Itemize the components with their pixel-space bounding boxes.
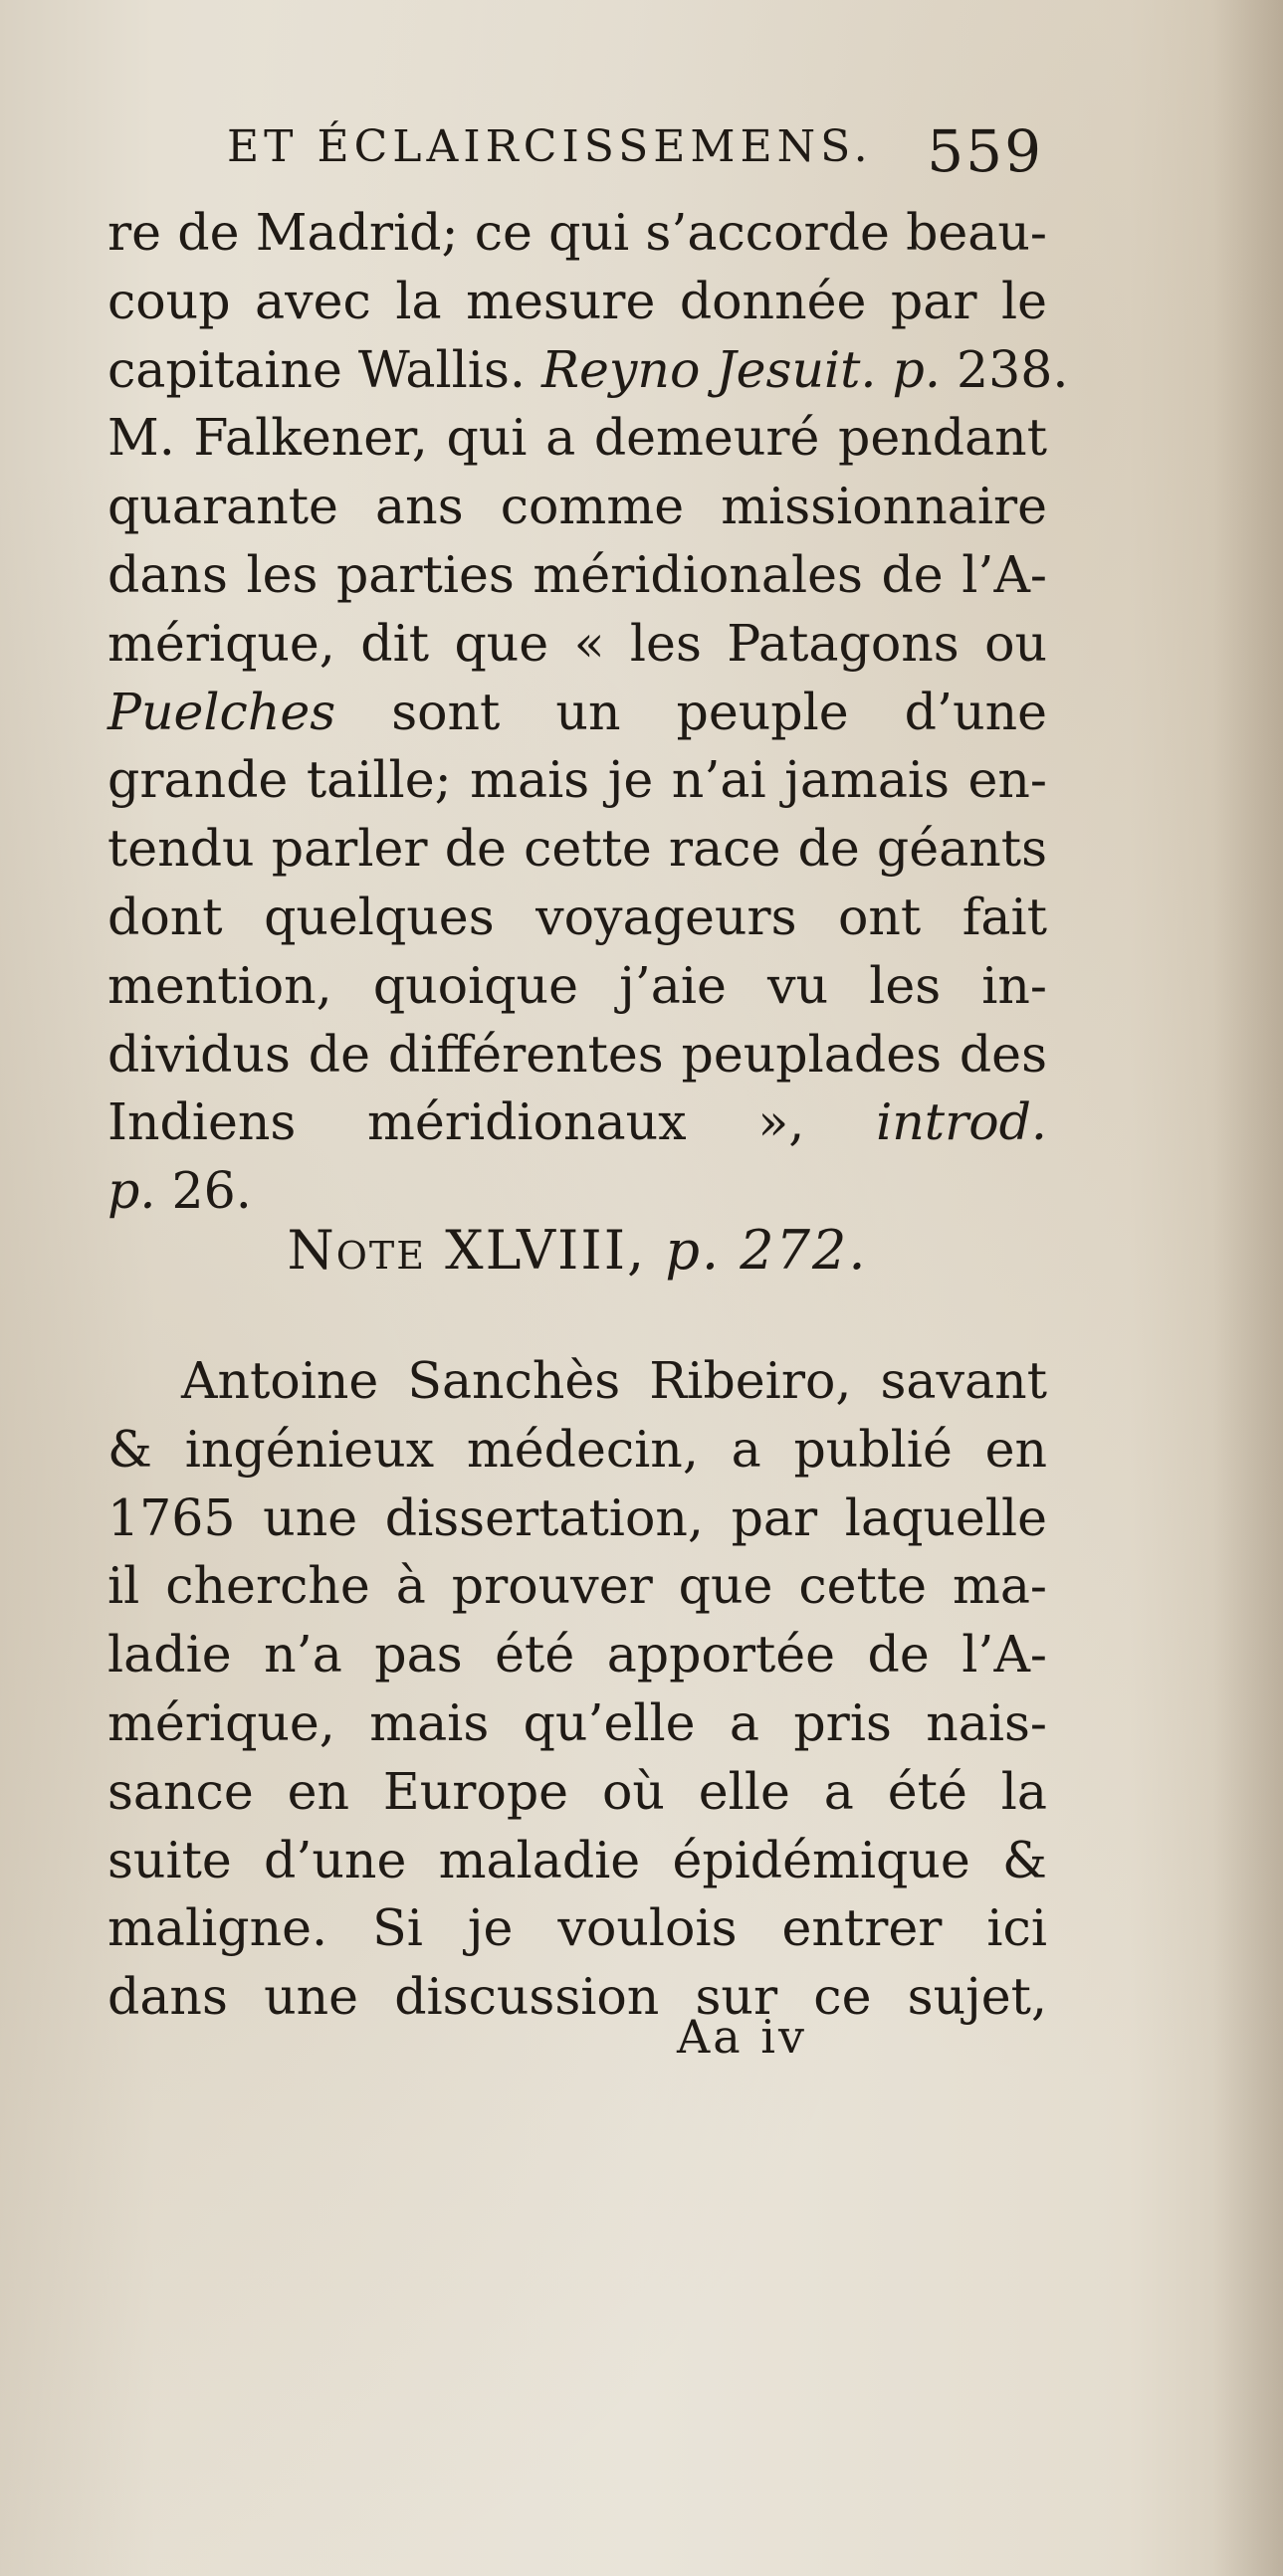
text-line: mention, quoique j’aie vu les in- [107,955,1047,1015]
text-line: dans les parties méridionales de l’A- [107,544,1047,604]
text-line: M. Falkener, qui a demeuré pendant [107,408,1047,468]
text-line: il cherche à prouver que cette ma- [107,1556,1047,1616]
text-line: mérique, dit que « les Patagons ou [107,613,1047,673]
text-line: suite d’une maladie épidémique & [107,1830,1047,1889]
text-line: dont quelques voyageurs ont fait [107,887,1047,946]
text-line: Puelches sont un peuple d’une [107,682,1047,741]
text-line: Antoine Sanchès Ribeiro, savant [181,1351,1047,1410]
text-line: p. 26. [107,1161,252,1221]
text-line: dividus de différentes peuplades des [107,1024,1047,1084]
text-line: Indiens méridionaux », introd. [107,1092,1047,1152]
note-heading [107,1219,1047,1282]
citation-italic: introd. [876,1092,1047,1152]
text-line: & ingénieux médecin, a publié en [107,1419,1047,1479]
page-number: 559 [927,117,1043,185]
text-line: ladie n’a pas été apportée de l’A- [107,1625,1047,1684]
signature-mark: Aa iv [677,2010,807,2064]
text-line: mérique, mais qu’elle a pris nais- [107,1692,1047,1752]
running-head [227,117,1043,191]
text-line: maligne. Si je voulois entrer ici [107,1898,1047,1958]
note-page-ref: p. 272. [665,1219,868,1282]
text-line: re de Madrid; ce qui s’accorde beau- [107,203,1047,262]
text-line: coup avec la mesure donnée par le [107,271,1047,330]
text-line: sance en Europe où elle a été la [107,1761,1047,1821]
text-line: dans une discussion sur ce sujet, [107,1967,1047,2027]
text-line: 1765 une dissertation, par laquelle [107,1487,1047,1547]
text-line: tendu parler de cette race de géants [107,819,1047,879]
paragraph-continued [107,199,1069,1226]
text-line: grande taille; mais je n’ai jamais en- [107,750,1047,810]
note-label: Note XLVIII, [287,1219,666,1282]
running-title: ET ÉCLAIRCISSEMENS. [227,121,873,172]
citation-italic: Reyno Jesuit. p. [540,339,941,399]
term-italic: Puelches [107,682,336,741]
note-paragraph [107,1347,1047,2032]
text-line: quarante ans comme missionnaire [107,477,1047,536]
citation-italic: p. [107,1161,156,1221]
text-line: capitaine Wallis. Reyno Jesuit. p. 238. [107,339,1069,399]
